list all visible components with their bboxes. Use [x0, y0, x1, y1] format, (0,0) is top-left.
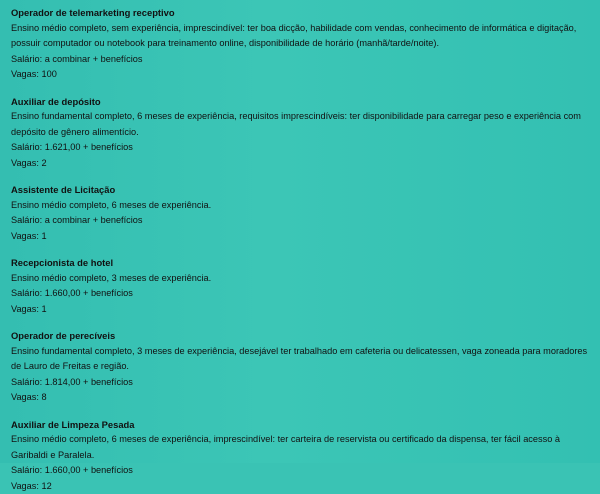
- job-title: Auxiliar de depósito: [11, 94, 592, 110]
- job-requirements: Ensino médio completo, 6 meses de experiência, imprescindível: ter carteira de reservista ou certificado da dispensa, ter fácil acesso à Garibaldi e Paralela.: [11, 432, 592, 463]
- job-title: Operador de telemarketing receptivo: [11, 5, 592, 21]
- job-vacancies: Vagas: 8: [11, 390, 592, 406]
- job-salary: Salário: a combinar + benefícios: [11, 213, 592, 229]
- job-title: Assistente de Licitação: [11, 182, 592, 198]
- job-title: Recepcionista de hotel: [11, 255, 592, 271]
- job-vacancies: Vagas: 100: [11, 67, 592, 83]
- job-listing: [11, 255, 592, 317]
- job-salary: Salário: 1.814,00 + benefícios: [11, 375, 592, 391]
- job-requirements: Ensino médio completo, 3 meses de experiência.: [11, 271, 592, 287]
- job-vacancies: Vagas: 1: [11, 302, 592, 318]
- job-requirements: Ensino médio completo, sem experiência, imprescindível: ter boa dicção, habilidade com vendas, conhecimento de informática e digitação, possuir computador ou notebook para treinamento online, disponibilidade de horário (manhã/tarde/noite).: [11, 21, 592, 52]
- job-requirements: Ensino fundamental completo, 3 meses de experiência, desejável ter trabalhado em cafeteria ou delicatessen, vaga zoneada para moradores de Lauro de Freitas e região.: [11, 344, 592, 375]
- job-salary: Salário: a combinar + benefícios: [11, 52, 592, 68]
- job-salary: Salário: 1.621,00 + benefícios: [11, 140, 592, 156]
- job-listing: [11, 417, 592, 494]
- job-vacancies: Vagas: 12: [11, 479, 592, 494]
- job-requirements: Ensino fundamental completo, 6 meses de experiência, requisitos imprescindíveis: ter disponibilidade para carregar peso e experiência com depósito de gênero alimentício.: [11, 109, 592, 140]
- job-title: Auxiliar de Limpeza Pesada: [11, 417, 592, 433]
- job-listing: [11, 94, 592, 172]
- job-title: Operador de perecíveis: [11, 328, 592, 344]
- job-salary: Salário: 1.660,00 + benefícios: [11, 286, 592, 302]
- job-listing: [11, 5, 592, 83]
- job-requirements: Ensino médio completo, 6 meses de experiência.: [11, 198, 592, 214]
- job-vacancies: Vagas: 1: [11, 229, 592, 245]
- job-listing: [11, 182, 592, 244]
- job-listing: [11, 328, 592, 406]
- job-salary: Salário: 1.660,00 + benefícios: [11, 463, 592, 479]
- job-vacancies: Vagas: 2: [11, 156, 592, 172]
